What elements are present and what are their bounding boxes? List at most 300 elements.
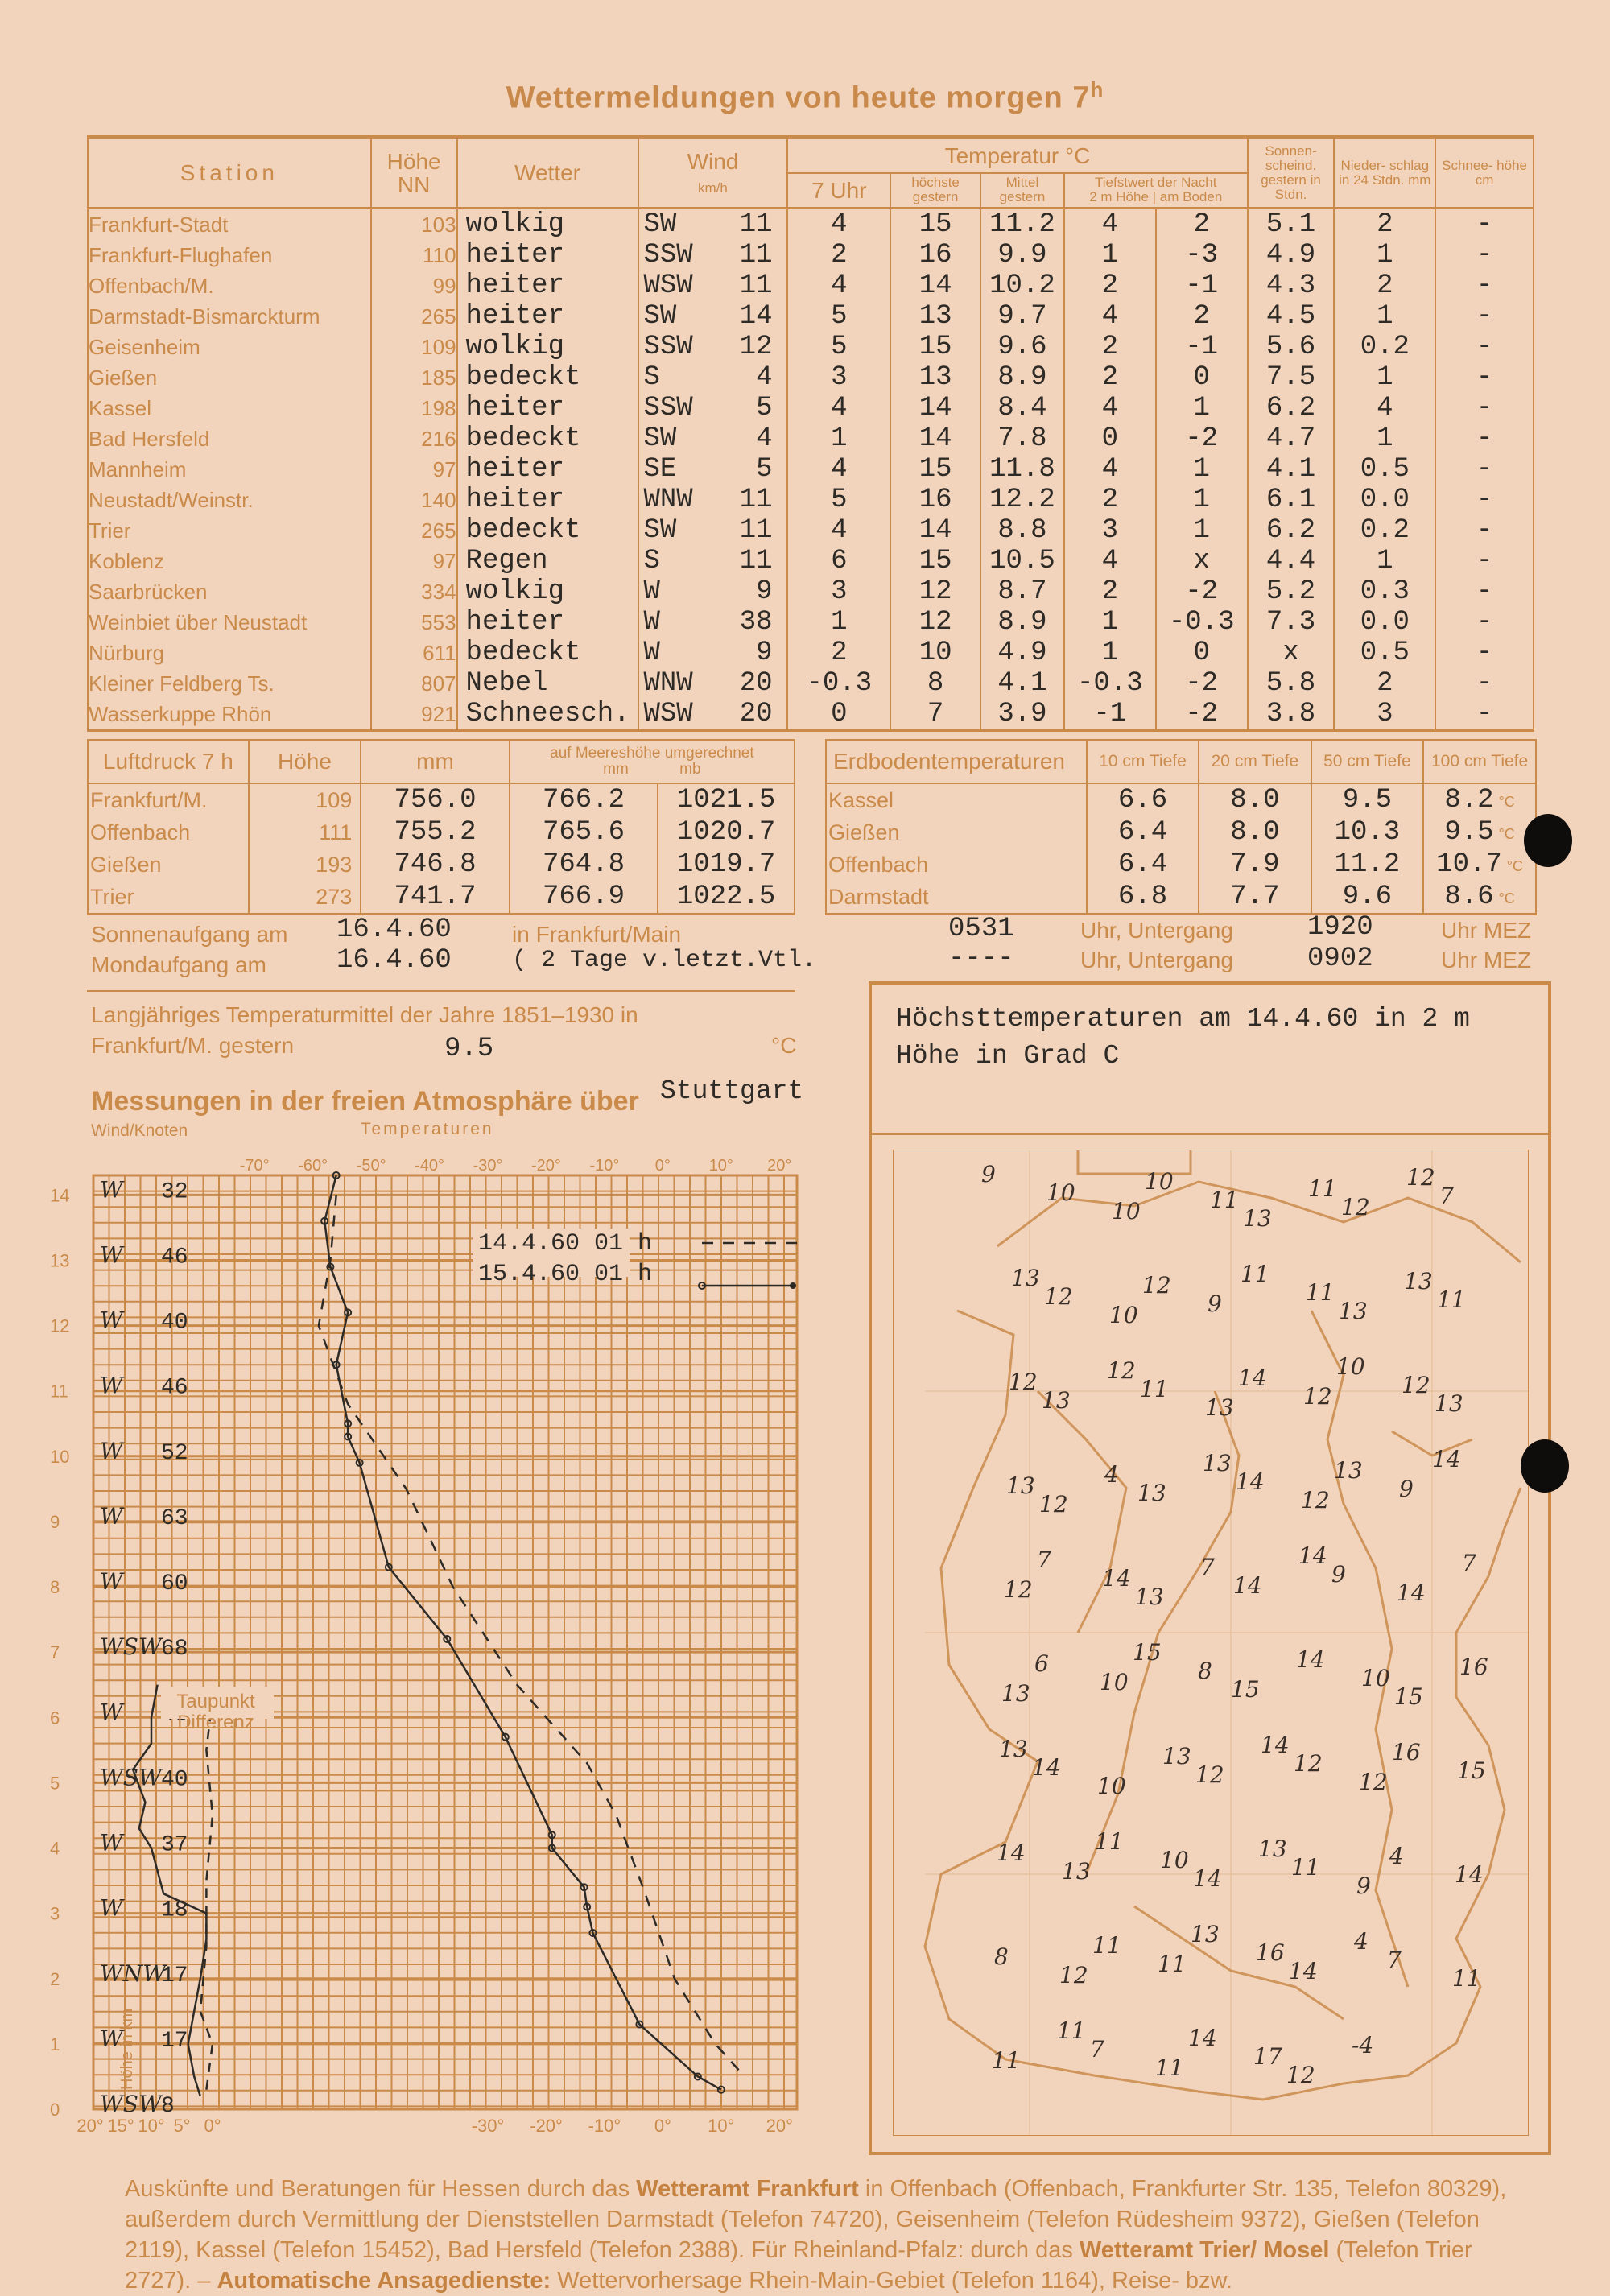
x-tick-label-bottom: -30° (471, 2116, 505, 2136)
station-sun: 6.2 (1248, 515, 1335, 546)
wind-direction: W (100, 1176, 123, 1204)
station-nn: 110 (371, 240, 457, 270)
station-sun: 6.2 (1248, 393, 1335, 423)
wind-direction: WSW (100, 2091, 162, 2117)
map-temperature-value: 7 (1387, 1947, 1402, 1973)
map-temperature-value: 12 (1195, 1761, 1224, 1788)
station-name: Neustadt/Weinstr. (88, 485, 371, 515)
station-name: Frankfurt-Flughafen (88, 240, 371, 270)
soil-d50: 9.6 (1311, 881, 1424, 915)
punch-hole (1521, 1439, 1569, 1493)
atmosphere-station: Stuttgart (660, 1076, 804, 1106)
station-min-ground: 1 (1156, 393, 1248, 423)
station-row (88, 423, 1534, 454)
pressure-h: 109 (249, 783, 361, 816)
map-temperature-value: 12 (1142, 1272, 1171, 1299)
station-wind: W 9 (638, 576, 788, 607)
station-max: 7 (890, 699, 980, 731)
station-snow: - (1435, 362, 1534, 393)
station-wind: SW 4 (638, 423, 788, 454)
x-tick-label: -10° (589, 1159, 620, 1175)
sunrise-date: 16.4.60 (336, 915, 452, 945)
atmosphere-chart (48, 1159, 821, 2151)
station-nn: 103 (371, 209, 457, 241)
x-tick-label-bottom: 10° (708, 2116, 735, 2136)
soil-d10: 6.4 (1087, 816, 1199, 849)
footer-text: Auskünfte und Beratungen für Hessen durch das Wetteramt Frankfurt in Offenbach (Offenbach, Frankfurter Str. 135, Telefon 80329), außerdem durch Vermittlung der Dienststellen Darmstadt (Telefon 74720), Geisenheim (Telefon Rüdesheim 9372), Gießen (Telefon 2119), Kassel (Telefon 15452), Bad Hersfeld (Telefon 2388). Für Rheinland-Pfalz: durch das Wetteramt Trier/ Mosel (Telefon Trier 2727). – Automatische Ansagedienste: Wettervorhersage Rhein-Main-Gebiet (Telefon 1164), Reise- bzw. (125, 2176, 1507, 2294)
station-nn: 265 (371, 515, 457, 546)
station-t7: 2 (787, 638, 890, 668)
map-temperature-value: 9 (1399, 1476, 1414, 1502)
station-min-ground: 2 (1156, 209, 1248, 241)
station-name: Darmstadt-Bismarckturm (88, 301, 371, 332)
soil-place: Offenbach (826, 849, 1087, 881)
header-7uhr: 7 Uhr (787, 173, 890, 209)
station-min-2m: 2 (1064, 362, 1156, 393)
y-tick-label: 6 (50, 1708, 60, 1728)
station-nn: 99 (371, 270, 457, 301)
pressure-h: 193 (249, 849, 361, 881)
map-temperature-value: 11 (1437, 1286, 1466, 1313)
pressure-mm: 746.8 (361, 849, 510, 881)
station-wetter: heiter (457, 240, 638, 270)
station-min-ground: -1 (1156, 270, 1248, 301)
dew-tick-label: 5° (173, 2116, 191, 2136)
pressure-header-mm: mm (361, 740, 510, 783)
station-row (88, 546, 1534, 576)
map-temperature-value: 7 (1037, 1546, 1051, 1573)
station-max: 15 (890, 546, 980, 576)
station-wetter: heiter (457, 301, 638, 332)
legend-dashed-label: 14.4.60 01 h (478, 1230, 653, 1257)
station-row (88, 699, 1534, 731)
map-temperature-value: 11 (1308, 1175, 1337, 1202)
map-temperature-value: 12 (1107, 1357, 1136, 1384)
station-snow: - (1435, 423, 1534, 454)
map-temperature-value: 13 (999, 1736, 1028, 1762)
soil-d10: 6.4 (1087, 849, 1199, 881)
map-temperature-value: 14 (1236, 1468, 1265, 1495)
station-max: 12 (890, 607, 980, 638)
pressure-mb: 1021.5 (658, 783, 795, 816)
map-temperature-value: 13 (1334, 1457, 1363, 1484)
moonset-time: 0902 (1307, 944, 1373, 974)
pressure-sea_mm: 766.9 (510, 881, 658, 915)
soil-d10: 6.6 (1087, 783, 1199, 816)
x-tick-label: -70° (239, 1159, 270, 1175)
station-wetter: Schneesch. (457, 699, 638, 731)
map-title: Höchsttemperaturen am 14.4.60 in 2 m Höhe in Grad C (896, 1004, 1470, 1071)
soil-d100: 8.2 °C (1423, 783, 1536, 816)
station-min-ground: -2 (1156, 699, 1248, 731)
header-hoehe: Höhe NN (371, 138, 457, 209)
pressure-table (87, 739, 795, 915)
map-temperature-value: 11 (1452, 1965, 1481, 1992)
map-temperature-value: 11 (1155, 2054, 1184, 2081)
temperature-label: Temperaturen (361, 1120, 494, 1138)
map-temperature-value: 16 (1459, 1654, 1488, 1680)
station-snow: - (1435, 668, 1534, 699)
station-row (88, 332, 1534, 362)
moonset-label: Uhr, Untergang (1080, 948, 1233, 972)
dew-tick-label: 20° (76, 2116, 104, 2136)
wind-knots: 68 (161, 1637, 188, 1662)
station-wetter: heiter (457, 607, 638, 638)
station-rain: 0.3 (1334, 576, 1435, 607)
station-snow: - (1435, 393, 1534, 423)
wind-knots: 32 (161, 1179, 188, 1205)
map-temperature-value: 10 (1145, 1168, 1174, 1195)
sunrise-time: 0531 (948, 914, 1014, 944)
wind-direction: W (100, 1241, 123, 1269)
map-temperature-value: 7 (1200, 1554, 1215, 1580)
station-min-2m: 1 (1064, 240, 1156, 270)
station-row (88, 362, 1534, 393)
station-name: Nürburg (88, 638, 371, 668)
map-temperature-value: 12 (1286, 2062, 1315, 2088)
map-temperature-value: 12 (1303, 1383, 1332, 1410)
sunset-time: 1920 (1307, 912, 1373, 943)
station-snow: - (1435, 607, 1534, 638)
map-temperature-value: 13 (1203, 1450, 1232, 1476)
soil-header-title: Erdbodentemperaturen (826, 740, 1087, 783)
y-tick-label: 4 (50, 1838, 60, 1859)
soil-d20: 7.9 (1199, 849, 1311, 881)
map-temperature-value: 13 (1191, 1921, 1220, 1947)
station-name: Geisenheim (88, 332, 371, 362)
x-tick-label: 10° (708, 1159, 733, 1175)
station-t7: 5 (787, 332, 890, 362)
station-nn: 185 (371, 362, 457, 393)
station-mean: 8.9 (980, 362, 1064, 393)
map-temperature-labels (981, 1161, 1488, 2088)
station-wind: SSW 5 (638, 393, 788, 423)
pressure-sea_mm: 766.2 (510, 783, 658, 816)
station-t7: 4 (787, 209, 890, 241)
map-temperature-value: 12 (1039, 1491, 1068, 1518)
station-wind: WSW 20 (638, 699, 788, 731)
x-tick-label: -20° (531, 1159, 561, 1175)
wind-direction: W (100, 2025, 123, 2052)
station-nn: 97 (371, 454, 457, 485)
header-wind: Wind km/h (638, 138, 788, 209)
x-tick-label-bottom: -10° (588, 2116, 621, 2136)
map-temperature-value: 13 (1001, 1680, 1030, 1707)
map-temperature-value: 15 (1457, 1757, 1486, 1784)
station-mean: 8.7 (980, 576, 1064, 607)
moon-note: ( 2 Tage v.letzt.Vtl. (512, 947, 817, 974)
soil-place: Kassel (826, 783, 1087, 816)
station-sun: 3.8 (1248, 699, 1335, 731)
map-temperature-value: 14 (1296, 1646, 1325, 1673)
station-row (88, 270, 1534, 301)
map-temperature-value: 10 (1046, 1179, 1075, 1206)
dewpoint-label-2: Differenz (177, 1712, 254, 1733)
station-max: 8 (890, 668, 980, 699)
wind-direction: W (100, 1829, 123, 1856)
divider (87, 990, 795, 992)
station-name: Wasserkuppe Rhön (88, 699, 371, 731)
station-name: Koblenz (88, 546, 371, 576)
header-hoechste: höchste gestern (890, 173, 980, 209)
station-max: 16 (890, 485, 980, 515)
station-min-ground: 1 (1156, 485, 1248, 515)
station-sun: 5.6 (1248, 332, 1335, 362)
station-rain: 1 (1334, 546, 1435, 576)
map-temperature-value: 12 (1301, 1487, 1330, 1513)
map-temperature-value: 13 (1243, 1205, 1272, 1232)
moonrise-time: ---- (948, 944, 1014, 974)
longterm-label: Langjähriges Temperaturmittel der Jahre 1851–1930 in (91, 1002, 638, 1027)
station-min-2m: 3 (1064, 515, 1156, 546)
map-temperature-value: 13 (1339, 1298, 1368, 1324)
station-mean: 4.9 (980, 638, 1064, 668)
station-wind: W 9 (638, 638, 788, 668)
station-sun: 4.5 (1248, 301, 1335, 332)
station-t7: 6 (787, 546, 890, 576)
map-temperature-value: 11 (1095, 1828, 1124, 1855)
soil-temperature-table (825, 739, 1537, 915)
chart-series (133, 1172, 738, 2096)
map-temperature-value: 12 (1341, 1194, 1370, 1220)
station-min-ground: -2 (1156, 423, 1248, 454)
station-wetter: bedeckt (457, 423, 638, 454)
wind-direction: W (100, 1502, 123, 1530)
station-rain: 0.2 (1334, 332, 1435, 362)
dew-tick-label: 15° (107, 2116, 134, 2136)
map-temperature-value: 13 (1258, 1836, 1287, 1862)
station-wetter: heiter (457, 454, 638, 485)
header-tiefstwert: Tiefstwert der Nacht 2 m Höhe | am Boden (1064, 173, 1248, 209)
map-temperature-value: 11 (1210, 1187, 1239, 1213)
map-temperature-value: 8 (994, 1943, 1009, 1970)
map-temperature-value: 12 (1359, 1769, 1388, 1795)
soil-d50: 10.3 (1311, 816, 1424, 849)
soil-header-50: 50 cm Tiefe (1311, 740, 1424, 783)
legend-solid-label: 15.4.60 01 h (478, 1261, 653, 1288)
station-min-2m: 4 (1064, 393, 1156, 423)
y-tick-label: 2 (50, 1968, 60, 1989)
germany-map (893, 1150, 1529, 2136)
map-temperature-value: 11 (1306, 1279, 1335, 1306)
station-nn: 97 (371, 546, 457, 576)
header-temperatur: Temperatur °C (787, 138, 1247, 173)
soil-d20: 7.7 (1199, 881, 1311, 915)
map-temperature-value: 10 (1361, 1665, 1390, 1691)
station-wind: SSW 12 (638, 332, 788, 362)
atmosphere-title: Messungen in der freien Atmosphäre über (91, 1086, 639, 1117)
map-temperature-value: 12 (1044, 1283, 1073, 1310)
station-sun: 4.3 (1248, 270, 1335, 301)
map-temperature-value: 11 (1291, 1854, 1320, 1881)
station-mean: 3.9 (980, 699, 1064, 731)
station-min-2m: 2 (1064, 332, 1156, 362)
station-mean: 9.6 (980, 332, 1064, 362)
header-schnee: Schnee- höhe cm (1435, 138, 1534, 209)
wind-knots: 40 (161, 1767, 188, 1793)
longterm-unit: °C (771, 1033, 797, 1058)
y-tick-label: 10 (50, 1446, 70, 1467)
station-min-2m: 2 (1064, 576, 1156, 607)
station-min-ground: 1 (1156, 515, 1248, 546)
punch-hole (1524, 814, 1572, 867)
station-rain: 2 (1334, 270, 1435, 301)
station-wetter: heiter (457, 485, 638, 515)
map-temperature-value: 14 (997, 1840, 1026, 1866)
y-tick-label: 7 (50, 1642, 60, 1663)
wind-direction: W (100, 1699, 123, 1726)
station-snow: - (1435, 515, 1534, 546)
chart-legend (473, 1229, 797, 1289)
pressure-sea_mm: 765.6 (510, 816, 658, 849)
station-snow: - (1435, 454, 1534, 485)
pressure-header-place: Luftdruck 7 h (88, 740, 249, 783)
station-snow: - (1435, 332, 1534, 362)
pressure-h: 273 (249, 881, 361, 915)
station-rain: 0.0 (1334, 485, 1435, 515)
station-mean: 12.2 (980, 485, 1064, 515)
pressure-place: Offenbach (88, 816, 249, 849)
station-row (88, 607, 1534, 638)
map-temperature-value: 4 (1354, 1928, 1368, 1955)
station-row (88, 485, 1534, 515)
x-tick-label: -30° (473, 1159, 503, 1175)
soil-d100: 9.5 °C (1423, 816, 1536, 849)
station-t7: 5 (787, 301, 890, 332)
map-temperature-value: 7 (1462, 1550, 1476, 1576)
station-t7: 5 (787, 485, 890, 515)
wind-direction: WSW (100, 1633, 162, 1661)
dew-tick-label: 0° (204, 2116, 221, 2136)
station-wind: S 11 (638, 546, 788, 576)
dew-tick-label: 10° (138, 2116, 165, 2136)
station-sun: 6.1 (1248, 485, 1335, 515)
soil-d20: 8.0 (1199, 816, 1311, 849)
station-row (88, 668, 1534, 699)
station-min-2m: 4 (1064, 301, 1156, 332)
station-min-ground: 2 (1156, 301, 1248, 332)
map-temperature-value: 11 (1057, 2017, 1086, 2044)
soil-row (826, 849, 1536, 881)
station-rain: 1 (1334, 362, 1435, 393)
wind-knots: 46 (161, 1245, 188, 1270)
soil-row (826, 816, 1536, 849)
station-nn: 334 (371, 576, 457, 607)
map-temperature-value: 9 (1208, 1290, 1222, 1317)
station-wind: WSW 11 (638, 270, 788, 301)
station-wind: SE 5 (638, 454, 788, 485)
y-tick-label: 8 (50, 1577, 60, 1598)
moon-mez: Uhr MEZ (1441, 948, 1531, 972)
station-sun: 4.1 (1248, 454, 1335, 485)
longterm-value: 9.5 (444, 1034, 494, 1064)
station-wetter: heiter (457, 270, 638, 301)
map-temperature-value: 14 (1397, 1580, 1426, 1606)
x-tick-label: 20° (767, 1159, 792, 1175)
map-temperature-value: 10 (1100, 1669, 1129, 1695)
map-temperature-value: 9 (1356, 1873, 1371, 1899)
station-min-2m: 4 (1064, 546, 1156, 576)
station-rain: 4 (1334, 393, 1435, 423)
station-nn: 198 (371, 393, 457, 423)
header-wetter: Wetter (457, 138, 638, 209)
station-rain: 1 (1334, 423, 1435, 454)
map-temperature-value: 13 (1062, 1858, 1091, 1885)
pressure-header-hoehe: Höhe (249, 740, 361, 783)
station-t7: 4 (787, 515, 890, 546)
pressure-sea_mm: 764.8 (510, 849, 658, 881)
wind-knots: 63 (161, 1505, 188, 1531)
station-rain: 2 (1334, 668, 1435, 699)
x-tick-label-bottom: -20° (530, 2116, 563, 2136)
map-temperature-value: 13 (1011, 1265, 1040, 1291)
map-temperature-value: 13 (1162, 1743, 1191, 1769)
soil-place: Darmstadt (826, 881, 1087, 915)
dewpoint-line-1 (200, 1698, 213, 2090)
map-temperature-value: 14 (1193, 1865, 1222, 1892)
station-wind: SW 11 (638, 209, 788, 241)
station-nn: 109 (371, 332, 457, 362)
station-name: Frankfurt-Stadt (88, 209, 371, 241)
map-temperature-value: 12 (1009, 1369, 1038, 1395)
wind-direction: WSW (100, 1764, 162, 1791)
station-mean: 7.8 (980, 423, 1064, 454)
station-max: 15 (890, 209, 980, 241)
pressure-place: Trier (88, 881, 249, 915)
soil-d50: 9.5 (1311, 783, 1424, 816)
pressure-row (88, 849, 795, 881)
map-temperature-value: 7 (1439, 1183, 1454, 1209)
station-wind: SSW 11 (638, 240, 788, 270)
soil-row (826, 783, 1536, 816)
station-t7: 1 (787, 423, 890, 454)
pressure-mm: 755.2 (361, 816, 510, 849)
wind-direction: W (100, 1307, 123, 1334)
station-name: Trier (88, 515, 371, 546)
station-nn: 921 (371, 699, 457, 731)
soil-d50: 11.2 (1311, 849, 1424, 881)
station-min-ground: -0.3 (1156, 607, 1248, 638)
station-min-ground: 0 (1156, 638, 1248, 668)
map-temperature-value: 12 (1294, 1750, 1323, 1777)
station-row (88, 454, 1534, 485)
map-temperature-value: 14 (1102, 1565, 1131, 1592)
wind-direction: W (100, 1437, 123, 1464)
sun-mez: Uhr MEZ (1441, 918, 1531, 943)
map-temperature-value: 13 (1137, 1480, 1166, 1506)
station-nn: 265 (371, 301, 457, 332)
station-t7: 3 (787, 576, 890, 607)
y-tick-label: 0 (50, 2100, 60, 2120)
station-t7: 4 (787, 393, 890, 423)
pressure-mb: 1022.5 (658, 881, 795, 915)
map-temperature-value: 14 (1455, 1861, 1484, 1888)
y-tick-label: 14 (50, 1185, 70, 1206)
map-temperature-value: 4 (1389, 1843, 1404, 1869)
station-mean: 8.9 (980, 607, 1064, 638)
station-sun: 7.3 (1248, 607, 1335, 638)
map-temperature-value: 13 (1006, 1472, 1035, 1499)
station-nn: 807 (371, 668, 457, 699)
map-temperature-value: 12 (1406, 1164, 1435, 1191)
station-max: 14 (890, 393, 980, 423)
station-min-2m: 0 (1064, 423, 1156, 454)
x-tick-label: -50° (356, 1159, 386, 1175)
y-tick-label: 3 (50, 1903, 60, 1924)
wind-direction: W (100, 1372, 123, 1399)
height-axis-label: Höhe in km (118, 2008, 136, 2090)
pressure-mm: 741.7 (361, 881, 510, 915)
